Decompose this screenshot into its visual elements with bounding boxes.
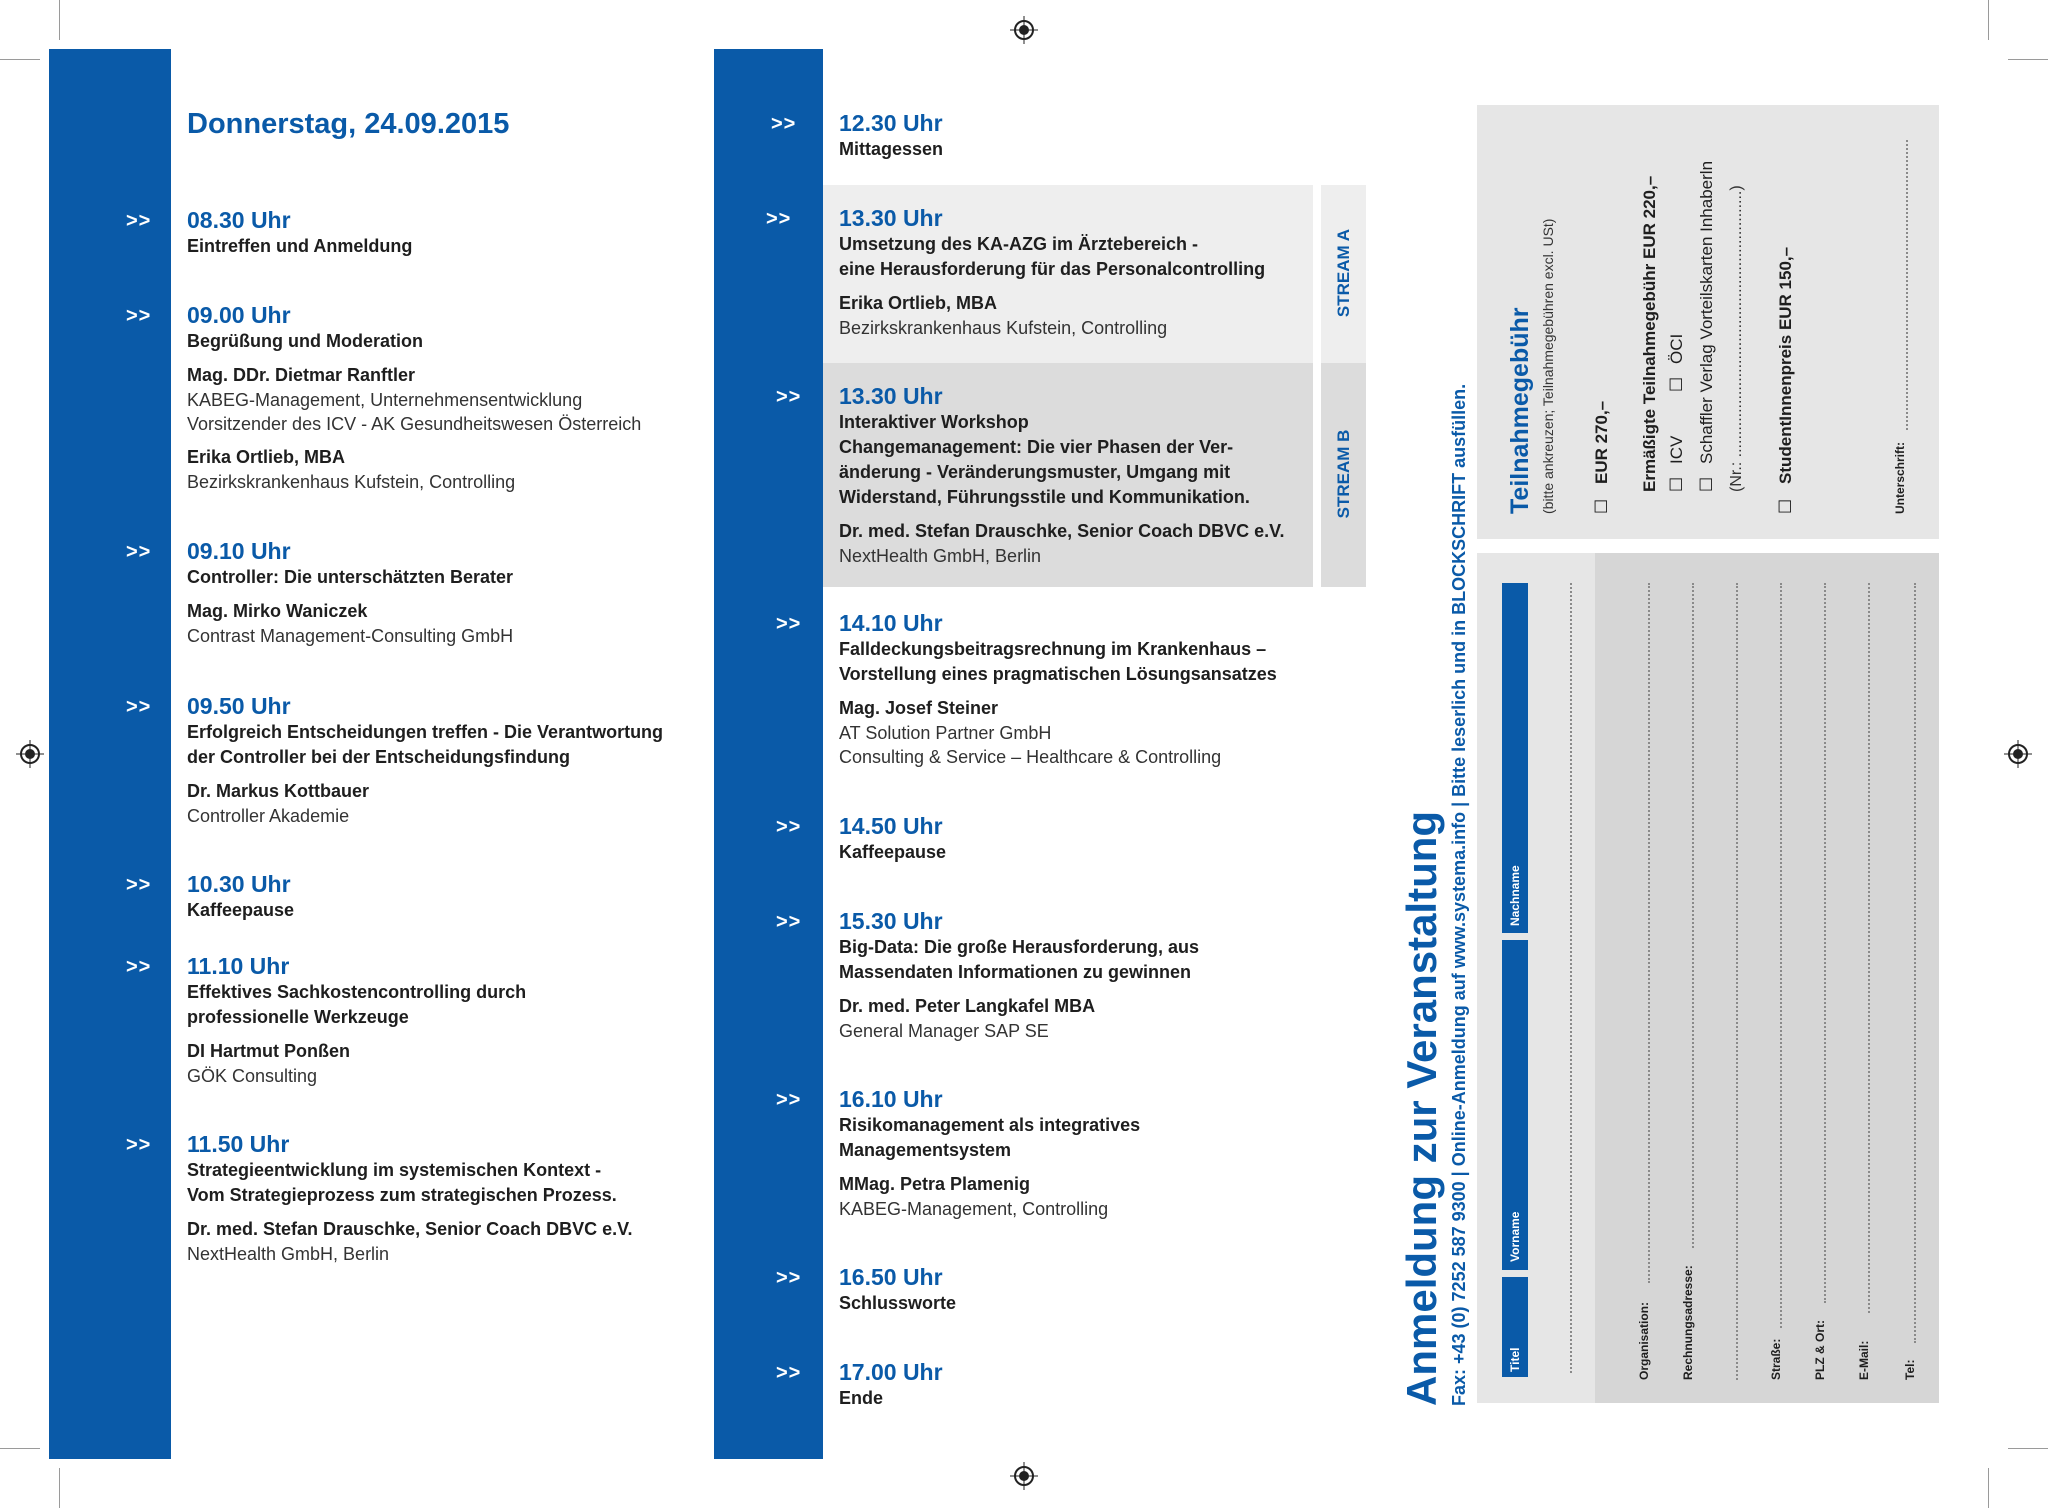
fee-standard-label: EUR 270,– (1592, 400, 1611, 485)
arrow-marker: >> (126, 541, 152, 563)
speaker-org: Consulting & Service – Healthcare & Controlling (839, 747, 1222, 767)
stream-a-label: STREAM A (1334, 228, 1353, 318)
fee-option-icv-label: ICV (1667, 435, 1686, 465)
speaker-org: AT Solution Partner GmbH (839, 723, 1052, 743)
stream-a-label-box (1321, 185, 1366, 363)
entry-time: 12.30 Uhr (839, 110, 943, 136)
checkbox[interactable]: ☐ (1592, 498, 1611, 514)
entry-title: Effektives Sachkostencontrolling durch (187, 982, 527, 1002)
entry-title: eine Herausforderung für das Personalcontrolling (839, 259, 1266, 279)
speaker-org: NextHealth GmbH, Berlin (839, 546, 1042, 566)
speaker-org: KABEG-Management, Unternehmensentwicklung (187, 390, 583, 410)
crop-mark (0, 59, 40, 60)
strasse-input-line[interactable] (1780, 583, 1782, 1328)
fee-option-schaffler-label: Schaffler Verlag Vorteilskarten Inhaberln (1697, 160, 1716, 465)
arrow-marker: >> (776, 1089, 802, 1111)
speaker-org: KABEG-Management, Controlling (839, 1199, 1109, 1219)
crop-mark (1988, 1468, 1989, 1508)
rechnungsadresse-input-line-2[interactable] (1736, 583, 1738, 1380)
agenda-entry (776, 907, 1200, 1043)
speaker-name: Mag. Mirko Waniczek (187, 601, 368, 621)
entry-title: Begrüßung und Moderation (187, 331, 423, 351)
crop-mark (59, 0, 60, 40)
speaker-name: Mag. Josef Steiner (839, 698, 999, 718)
field-label-organisation: Organisation: (1637, 1301, 1651, 1380)
registration-mark-icon (16, 740, 44, 768)
crop-mark (1988, 0, 1989, 40)
entry-title: Kaffeepause (187, 900, 295, 920)
agenda-entry (126, 537, 514, 648)
tel-input-line[interactable] (1914, 583, 1916, 1343)
speaker-name: Erika Ortlieb, MBA (839, 293, 998, 313)
email-input-line[interactable] (1868, 583, 1870, 1313)
checkbox[interactable]: ☐ (1697, 476, 1716, 492)
fee-student-option[interactable] (1776, 247, 1796, 514)
speaker-org: Contrast Management-Consulting GmbH (187, 626, 514, 646)
speaker-name: Dr. med. Peter Langkafel MBA (839, 996, 1096, 1016)
fee-note: (bitte ankreuzen; Teilnahmegebühren excl. USt) (1540, 218, 1556, 514)
arrow-marker: >> (776, 1362, 802, 1384)
arrow-marker: >> (776, 911, 802, 933)
fee-student-label: StudentInnenpreis EUR 150,– (1776, 246, 1795, 485)
arrow-marker: >> (776, 816, 802, 838)
speaker-name: MMag. Petra Plamenig (839, 1174, 1031, 1194)
entry-title: Big-Data: Die große Herausforderung, aus (839, 937, 1200, 957)
field-label-strasse: Straße: (1769, 1338, 1783, 1380)
entry-title: Massendaten Informationen zu gewinnen (839, 962, 1192, 982)
arrow-marker: >> (126, 956, 152, 978)
entry-time: 16.50 Uhr (839, 1264, 943, 1290)
registration-heading: Anmeldung zur Veranstaltung (1398, 810, 1445, 1406)
entry-title: Changemanagement: Die vier Phasen der Ver- (839, 437, 1234, 457)
entry-title: Controller: Die unterschätzten Berater (187, 567, 514, 587)
entry-title: Umsetzung des KA-AZG im Ärztebereich - (839, 234, 1199, 254)
entry-title: Interaktiver Workshop (839, 412, 1029, 432)
arrow-marker: >> (771, 113, 797, 135)
name-input-line[interactable] (1570, 583, 1572, 1373)
field-label-email: E-Mail: (1857, 1340, 1871, 1380)
speaker-org: NextHealth GmbH, Berlin (187, 1244, 390, 1264)
entry-time: 08.30 Uhr (187, 207, 291, 233)
entry-title: Schlussworte (839, 1293, 957, 1313)
entry-title: Eintreffen und Anmeldung (187, 236, 413, 256)
fee-option-oeci-label: ÖCI (1667, 333, 1686, 365)
arrow-marker: >> (126, 305, 152, 327)
agenda-entry (126, 1130, 633, 1266)
registration-mark-icon (2004, 740, 2032, 768)
agenda-entry (771, 109, 944, 162)
arrow-marker: >> (126, 1134, 152, 1156)
agenda-entry (776, 609, 1277, 769)
name-label-vorname: Vorname (1508, 1211, 1522, 1262)
entry-title: Vom Strategieprozess zum strategischen Prozess. (187, 1185, 617, 1205)
arrow-marker: >> (776, 613, 802, 635)
field-label-tel: Tel: (1903, 1359, 1917, 1380)
speaker-name: DI Hartmut Ponßen (187, 1041, 351, 1061)
speaker-name: Dr. med. Stefan Drauschke, Senior Coach DBVC e.V. (839, 521, 1285, 541)
date-heading: Donnerstag, 24.09.2015 (187, 108, 510, 140)
entry-title: Strategieentwicklung im systemischen Kontext - (187, 1160, 602, 1180)
agenda-entry (776, 1358, 943, 1411)
speaker-org: General Manager SAP SE (839, 1021, 1049, 1041)
entry-title: professionelle Werkzeuge (187, 1007, 409, 1027)
arrow-marker: >> (126, 210, 152, 232)
entry-title: Falldeckungsbeitragsrechnung im Krankenhaus – (839, 639, 1267, 659)
entry-title: änderung - Veränderungsmuster, Umgang mit (839, 462, 1231, 482)
fee-option-icv[interactable] (1667, 436, 1687, 492)
agenda-entry (126, 692, 664, 828)
entry-time: 13.30 Uhr (839, 205, 943, 231)
checkbox[interactable]: ☐ (1667, 376, 1686, 392)
entry-title: Kaffeepause (839, 842, 947, 862)
entry-title: Risikomanagement als integratives (839, 1115, 1141, 1135)
fee-standard-option[interactable] (1592, 401, 1612, 514)
speaker-org: Bezirkskrankenhaus Kufstein, Controlling (839, 318, 1168, 338)
speaker-name: Mag. DDr. Dietmar Ranftler (187, 365, 416, 385)
entry-time: 10.30 Uhr (187, 871, 291, 897)
name-label-nachname: Nachname (1508, 865, 1522, 926)
entry-time: 17.00 Uhr (839, 1359, 943, 1385)
fee-option-schaffler[interactable] (1697, 161, 1717, 492)
entry-title: der Controller bei der Entscheidungsfindung (187, 747, 571, 767)
entry-time: 16.10 Uhr (839, 1086, 943, 1112)
arrow-marker: >> (776, 1267, 802, 1289)
fee-nr-field[interactable]: (Nr.: ............................................................) (1728, 185, 1745, 492)
crop-mark (2008, 1448, 2048, 1449)
registration-mark-icon (1010, 16, 1038, 44)
speaker-org: GÖK Consulting (187, 1066, 318, 1086)
entry-time: 09.50 Uhr (187, 693, 291, 719)
agenda-entry (776, 1263, 957, 1316)
name-label-titel: Titel (1508, 1347, 1522, 1372)
address-panel-fields (1595, 553, 1939, 1403)
agenda-entry (776, 382, 1285, 568)
rechnungsadresse-input-line[interactable] (1692, 583, 1694, 1248)
speaker-name: Dr. Markus Kottbauer (187, 781, 370, 801)
field-label-plz-ort: PLZ & Ort: (1813, 1320, 1827, 1380)
arrow-marker: >> (126, 874, 152, 896)
speaker-org: Controller Akademie (187, 806, 350, 826)
speaker-org: Vorsitzender des ICV - AK Gesundheitswesen Österreich (187, 414, 642, 434)
entry-time: 13.30 Uhr (839, 383, 943, 409)
speaker-org: Bezirkskrankenhaus Kufstein, Controlling (187, 472, 516, 492)
checkbox[interactable]: ☐ (1776, 498, 1795, 514)
agenda-entry (766, 204, 1266, 340)
stream-b-label-box (1321, 363, 1366, 587)
entry-title: Managementsystem (839, 1140, 1012, 1160)
registration-mark-icon (1010, 1462, 1038, 1490)
stream-b-label: STREAM B (1334, 429, 1353, 519)
crop-mark (0, 1448, 40, 1449)
entry-title: Vorstellung eines pragmatischen Lösungsansatzes (839, 664, 1277, 684)
entry-time: 11.10 Uhr (187, 953, 290, 979)
crop-mark (59, 1468, 60, 1508)
address-panel-name (1477, 553, 1595, 1403)
signature-line[interactable] (1906, 140, 1908, 430)
fee-option-oeci[interactable] (1667, 334, 1687, 392)
entry-title: Widerstand, Führungsstile und Kommunikation. (839, 487, 1250, 507)
entry-time: 14.50 Uhr (839, 813, 943, 839)
field-label-rechnungsadresse: Rechnungsadresse: (1681, 1265, 1695, 1380)
registration-subline: Fax: +43 (0) 7252 587 9300 | Online-Anmeldung auf www.systema.info | Bitte leserlich und in BLOCKSCHRIFT ausfüllen. (1449, 383, 1469, 1406)
entry-time: 11.50 Uhr (187, 1131, 290, 1157)
signature-label: Unterschrift: (1893, 441, 1907, 514)
plz-ort-input-line[interactable] (1824, 583, 1826, 1303)
entry-time: 15.30 Uhr (839, 908, 943, 934)
fee-reduced-label: Ermäßigte Teilnahmegebühr EUR 220,– (1640, 175, 1659, 492)
middle-blue-band (714, 49, 823, 1459)
arrow-marker: >> (766, 208, 792, 230)
arrow-marker: >> (776, 386, 802, 408)
agenda-entry (776, 812, 947, 865)
agenda-entry (776, 1085, 1141, 1221)
entry-title: Erfolgreich Entscheidungen treffen - Die Verantwortung (187, 722, 664, 742)
speaker-name: Erika Ortlieb, MBA (187, 447, 346, 467)
crop-mark (2008, 59, 2048, 60)
entry-time: 14.10 Uhr (839, 610, 943, 636)
agenda-entry (126, 952, 527, 1088)
entry-title: Mittagessen (839, 139, 944, 159)
entry-time: 09.00 Uhr (187, 302, 291, 328)
checkbox[interactable]: ☐ (1667, 476, 1686, 492)
entry-time: 09.10 Uhr (187, 538, 291, 564)
left-blue-band (49, 49, 171, 1459)
organisation-input-line[interactable] (1648, 583, 1650, 1283)
agenda-entry (126, 206, 413, 259)
agenda-entry (126, 301, 642, 494)
fee-heading: Teilnahmegebühr (1506, 307, 1534, 514)
speaker-name: Dr. med. Stefan Drauschke, Senior Coach DBVC e.V. (187, 1219, 633, 1239)
arrow-marker: >> (126, 696, 152, 718)
entry-title: Ende (839, 1388, 884, 1408)
agenda-entry (126, 870, 295, 923)
